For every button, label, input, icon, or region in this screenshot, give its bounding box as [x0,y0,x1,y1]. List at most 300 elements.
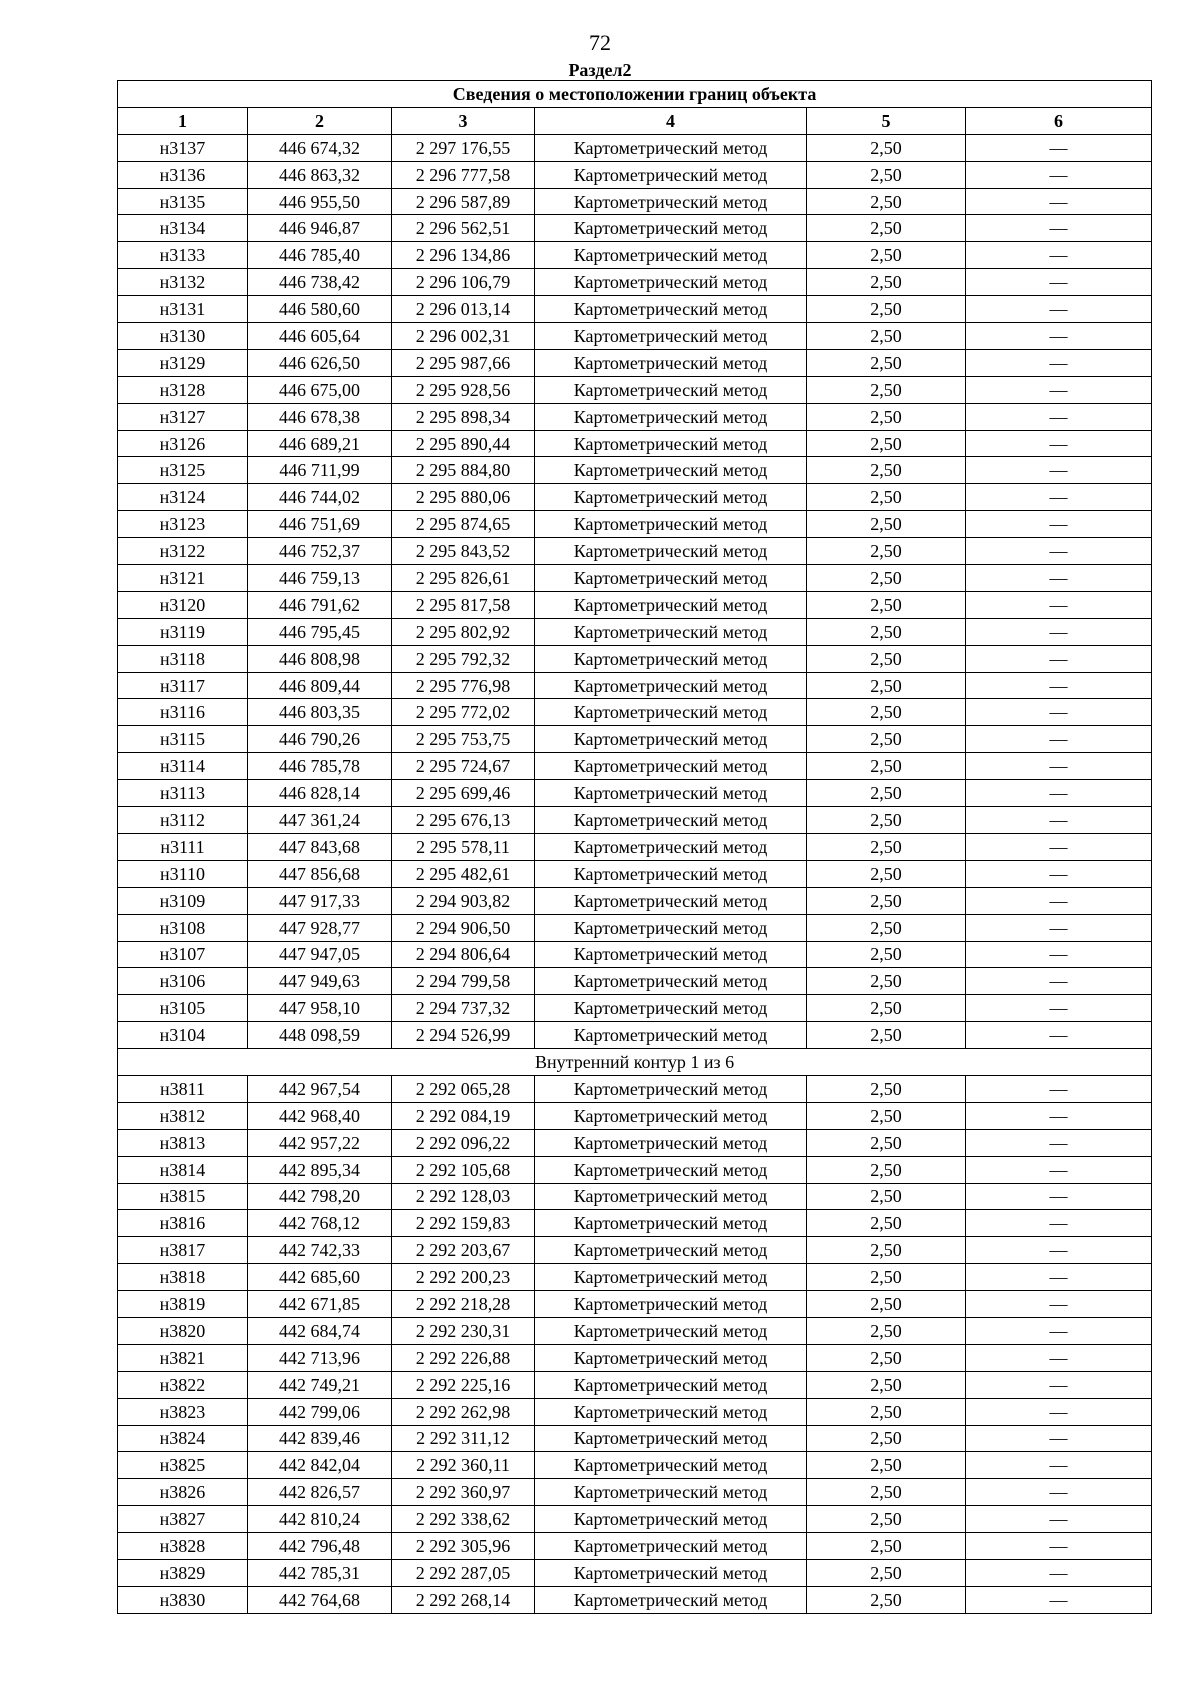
table-row [118,995,1152,1022]
accuracy-cell: 2,50 [807,591,966,618]
point-name-cell: н3113 [118,780,248,807]
table-row [118,1398,1152,1425]
point-name-cell: н3828 [118,1533,248,1560]
accuracy-cell: 2,50 [807,1506,966,1533]
table-row [118,484,1152,511]
table-row [118,538,1152,565]
method-cell: Картометрический метод [535,1291,807,1318]
method-cell: Картометрический метод [535,726,807,753]
method-cell: Картометрический метод [535,1506,807,1533]
y-coordinate-cell: 2 295 578,11 [392,833,535,860]
y-coordinate-cell: 2 292 084,19 [392,1102,535,1129]
x-coordinate-cell: 446 790,26 [248,726,392,753]
table-row [118,188,1152,215]
table-row [118,860,1152,887]
y-coordinate-cell: 2 296 777,58 [392,161,535,188]
table-row [118,645,1152,672]
description-cell: — [966,215,1152,242]
y-coordinate-cell: 2 297 176,55 [392,134,535,161]
table-row [118,1371,1152,1398]
description-cell: — [966,188,1152,215]
y-coordinate-cell: 2 292 096,22 [392,1129,535,1156]
table-row [118,215,1152,242]
table-row [118,1022,1152,1049]
description-cell: — [966,1371,1152,1398]
x-coordinate-cell: 442 768,12 [248,1210,392,1237]
point-name-cell: н3110 [118,860,248,887]
x-coordinate-cell: 446 738,42 [248,269,392,296]
description-cell: — [966,1210,1152,1237]
table-row [118,968,1152,995]
y-coordinate-cell: 2 292 203,67 [392,1237,535,1264]
x-coordinate-cell: 448 098,59 [248,1022,392,1049]
description-cell: — [966,887,1152,914]
method-cell: Картометрический метод [535,1344,807,1371]
method-cell: Картометрический метод [535,591,807,618]
x-coordinate-cell: 447 917,33 [248,887,392,914]
method-cell: Картометрический метод [535,242,807,269]
x-coordinate-cell: 446 955,50 [248,188,392,215]
y-coordinate-cell: 2 296 587,89 [392,188,535,215]
x-coordinate-cell: 447 856,68 [248,860,392,887]
y-coordinate-cell: 2 295 482,61 [392,860,535,887]
accuracy-cell: 2,50 [807,1371,966,1398]
method-cell: Картометрический метод [535,1371,807,1398]
point-name-cell: н3829 [118,1559,248,1586]
table-header-row [118,107,1152,134]
point-name-cell: н3129 [118,349,248,376]
y-coordinate-cell: 2 295 826,61 [392,565,535,592]
x-coordinate-cell: 442 842,04 [248,1452,392,1479]
method-cell: Картометрический метод [535,1398,807,1425]
accuracy-cell: 2,50 [807,1102,966,1129]
description-cell: — [966,1559,1152,1586]
method-cell: Картометрический метод [535,807,807,834]
point-name-cell: н3815 [118,1183,248,1210]
accuracy-cell: 2,50 [807,430,966,457]
y-coordinate-cell: 2 292 226,88 [392,1344,535,1371]
point-name-cell: н3119 [118,618,248,645]
description-cell: — [966,914,1152,941]
accuracy-cell: 2,50 [807,242,966,269]
description-cell: — [966,1264,1152,1291]
point-name-cell: н3117 [118,672,248,699]
x-coordinate-cell: 446 674,32 [248,134,392,161]
table-row [118,1559,1152,1586]
point-name-cell: н3106 [118,968,248,995]
point-name-cell: н3124 [118,484,248,511]
table-row [118,591,1152,618]
y-coordinate-cell: 2 292 105,68 [392,1156,535,1183]
method-cell: Картометрический метод [535,215,807,242]
description-cell: — [966,1452,1152,1479]
table-row [118,699,1152,726]
method-cell: Картометрический метод [535,565,807,592]
method-cell: Картометрический метод [535,1022,807,1049]
method-cell: Картометрический метод [535,269,807,296]
accuracy-cell: 2,50 [807,860,966,887]
method-cell: Картометрический метод [535,430,807,457]
accuracy-cell: 2,50 [807,134,966,161]
accuracy-cell: 2,50 [807,1156,966,1183]
method-cell: Картометрический метод [535,672,807,699]
accuracy-cell: 2,50 [807,1344,966,1371]
y-coordinate-cell: 2 295 987,66 [392,349,535,376]
table-row [118,780,1152,807]
accuracy-cell: 2,50 [807,1183,966,1210]
point-name-cell: н3133 [118,242,248,269]
method-cell: Картометрический метод [535,1559,807,1586]
y-coordinate-cell: 2 295 772,02 [392,699,535,726]
point-name-cell: н3813 [118,1129,248,1156]
point-name-cell: н3821 [118,1344,248,1371]
table-row [118,269,1152,296]
description-cell: — [966,591,1152,618]
description-cell: — [966,726,1152,753]
y-coordinate-cell: 2 294 737,32 [392,995,535,1022]
accuracy-cell: 2,50 [807,1452,966,1479]
description-cell: — [966,403,1152,430]
accuracy-cell: 2,50 [807,833,966,860]
accuracy-cell: 2,50 [807,941,966,968]
point-name-cell: н3125 [118,457,248,484]
table-row [118,161,1152,188]
x-coordinate-cell: 446 711,99 [248,457,392,484]
column-header: 5 [807,107,966,134]
description-cell: — [966,484,1152,511]
table-row [118,1586,1152,1613]
table-row [118,1237,1152,1264]
description-cell: — [966,1102,1152,1129]
x-coordinate-cell: 446 744,02 [248,484,392,511]
accuracy-cell: 2,50 [807,1237,966,1264]
point-name-cell: н3115 [118,726,248,753]
point-name-cell: н3132 [118,269,248,296]
column-header: 4 [535,107,807,134]
table-row [118,941,1152,968]
point-name-cell: н3118 [118,645,248,672]
description-cell: — [966,995,1152,1022]
x-coordinate-cell: 442 967,54 [248,1075,392,1102]
accuracy-cell: 2,50 [807,995,966,1022]
method-cell: Картометрический метод [535,995,807,1022]
accuracy-cell: 2,50 [807,1210,966,1237]
accuracy-cell: 2,50 [807,807,966,834]
accuracy-cell: 2,50 [807,699,966,726]
accuracy-cell: 2,50 [807,349,966,376]
description-cell: — [966,1129,1152,1156]
table-row [118,1102,1152,1129]
x-coordinate-cell: 446 795,45 [248,618,392,645]
method-cell: Картометрический метод [535,1425,807,1452]
point-name-cell: н3122 [118,538,248,565]
point-name-cell: н3121 [118,565,248,592]
accuracy-cell: 2,50 [807,645,966,672]
table-row [118,376,1152,403]
table-row [118,1075,1152,1102]
accuracy-cell: 2,50 [807,376,966,403]
accuracy-cell: 2,50 [807,296,966,323]
y-coordinate-cell: 2 292 360,11 [392,1452,535,1479]
table-caption-row [118,81,1152,108]
y-coordinate-cell: 2 295 776,98 [392,672,535,699]
accuracy-cell: 2,50 [807,484,966,511]
y-coordinate-cell: 2 292 268,14 [392,1586,535,1613]
point-name-cell: н3116 [118,699,248,726]
x-coordinate-cell: 442 839,46 [248,1425,392,1452]
table-row [118,726,1152,753]
x-coordinate-cell: 446 791,62 [248,591,392,618]
method-cell: Картометрический метод [535,833,807,860]
description-cell: — [966,565,1152,592]
point-name-cell: н3817 [118,1237,248,1264]
method-cell: Картометрический метод [535,618,807,645]
x-coordinate-cell: 446 809,44 [248,672,392,699]
description-cell: — [966,941,1152,968]
boundary-points-table [117,80,1152,1614]
y-coordinate-cell: 2 296 562,51 [392,215,535,242]
point-name-cell: н3830 [118,1586,248,1613]
x-coordinate-cell: 446 863,32 [248,161,392,188]
accuracy-cell: 2,50 [807,618,966,645]
y-coordinate-cell: 2 296 106,79 [392,269,535,296]
point-name-cell: н3127 [118,403,248,430]
y-coordinate-cell: 2 292 360,97 [392,1479,535,1506]
y-coordinate-cell: 2 294 806,64 [392,941,535,968]
point-name-cell: н3824 [118,1425,248,1452]
description-cell: — [966,161,1152,188]
point-name-cell: н3823 [118,1398,248,1425]
point-name-cell: н3811 [118,1075,248,1102]
x-coordinate-cell: 442 685,60 [248,1264,392,1291]
accuracy-cell: 2,50 [807,1479,966,1506]
contour-separator-row [118,1049,1152,1076]
y-coordinate-cell: 2 295 753,75 [392,726,535,753]
method-cell: Картометрический метод [535,1317,807,1344]
method-cell: Картометрический метод [535,1479,807,1506]
accuracy-cell: 2,50 [807,1559,966,1586]
point-name-cell: н3114 [118,753,248,780]
description-cell: — [966,1156,1152,1183]
accuracy-cell: 2,50 [807,1264,966,1291]
table-row [118,1156,1152,1183]
description-cell: — [966,672,1152,699]
y-coordinate-cell: 2 295 699,46 [392,780,535,807]
table-row [118,457,1152,484]
method-cell: Картометрический метод [535,780,807,807]
point-name-cell: н3822 [118,1371,248,1398]
description-cell: — [966,1479,1152,1506]
y-coordinate-cell: 2 295 898,34 [392,403,535,430]
description-cell: — [966,1506,1152,1533]
table-row [118,887,1152,914]
accuracy-cell: 2,50 [807,511,966,538]
table-row [118,430,1152,457]
method-cell: Картометрический метод [535,699,807,726]
description-cell: — [966,1075,1152,1102]
y-coordinate-cell: 2 295 817,58 [392,591,535,618]
point-name-cell: н3120 [118,591,248,618]
table-row [118,1506,1152,1533]
point-name-cell: н3134 [118,215,248,242]
table-row [118,807,1152,834]
x-coordinate-cell: 447 947,05 [248,941,392,968]
description-cell: — [966,1317,1152,1344]
x-coordinate-cell: 446 605,64 [248,323,392,350]
description-cell: — [966,1398,1152,1425]
description-cell: — [966,833,1152,860]
y-coordinate-cell: 2 292 262,98 [392,1398,535,1425]
method-cell: Картометрический метод [535,323,807,350]
description-cell: — [966,1344,1152,1371]
method-cell: Картометрический метод [535,968,807,995]
column-header: 1 [118,107,248,134]
point-name-cell: н3819 [118,1291,248,1318]
table-row [118,833,1152,860]
method-cell: Картометрический метод [535,860,807,887]
description-cell: — [966,699,1152,726]
point-name-cell: н3136 [118,161,248,188]
y-coordinate-cell: 2 294 906,50 [392,914,535,941]
point-name-cell: н3137 [118,134,248,161]
x-coordinate-cell: 442 764,68 [248,1586,392,1613]
description-cell: — [966,753,1152,780]
table-row [118,511,1152,538]
description-cell: — [966,1183,1152,1210]
method-cell: Картометрический метод [535,941,807,968]
x-coordinate-cell: 446 626,50 [248,349,392,376]
x-coordinate-cell: 446 689,21 [248,430,392,457]
accuracy-cell: 2,50 [807,1129,966,1156]
x-coordinate-cell: 446 803,35 [248,699,392,726]
accuracy-cell: 2,50 [807,780,966,807]
accuracy-cell: 2,50 [807,887,966,914]
accuracy-cell: 2,50 [807,914,966,941]
accuracy-cell: 2,50 [807,1291,966,1318]
table-row [118,296,1152,323]
x-coordinate-cell: 442 968,40 [248,1102,392,1129]
y-coordinate-cell: 2 292 311,12 [392,1425,535,1452]
x-coordinate-cell: 442 895,34 [248,1156,392,1183]
x-coordinate-cell: 442 957,22 [248,1129,392,1156]
y-coordinate-cell: 2 295 792,32 [392,645,535,672]
accuracy-cell: 2,50 [807,1586,966,1613]
point-name-cell: н3131 [118,296,248,323]
x-coordinate-cell: 442 826,57 [248,1479,392,1506]
method-cell: Картометрический метод [535,1264,807,1291]
contour-label: Внутренний контур 1 из 6 [118,1049,1152,1076]
description-cell: — [966,134,1152,161]
accuracy-cell: 2,50 [807,1022,966,1049]
accuracy-cell: 2,50 [807,1533,966,1560]
description-cell: — [966,376,1152,403]
method-cell: Картометрический метод [535,296,807,323]
accuracy-cell: 2,50 [807,403,966,430]
table-body [118,134,1152,1613]
method-cell: Картометрический метод [535,511,807,538]
point-name-cell: н3812 [118,1102,248,1129]
description-cell: — [966,269,1152,296]
description-cell: — [966,807,1152,834]
section-title: Раздел2 [568,60,632,80]
table-row [118,1452,1152,1479]
y-coordinate-cell: 2 292 200,23 [392,1264,535,1291]
accuracy-cell: 2,50 [807,1425,966,1452]
y-coordinate-cell: 2 295 874,65 [392,511,535,538]
x-coordinate-cell: 442 810,24 [248,1506,392,1533]
description-cell: — [966,1237,1152,1264]
point-name-cell: н3825 [118,1452,248,1479]
column-header: 3 [392,107,535,134]
accuracy-cell: 2,50 [807,672,966,699]
x-coordinate-cell: 447 361,24 [248,807,392,834]
description-cell: — [966,860,1152,887]
page-number: 72 [589,30,611,55]
description-cell: — [966,1425,1152,1452]
table-row [118,1291,1152,1318]
point-name-cell: н3112 [118,807,248,834]
x-coordinate-cell: 442 798,20 [248,1183,392,1210]
accuracy-cell: 2,50 [807,1398,966,1425]
method-cell: Картометрический метод [535,1156,807,1183]
point-name-cell: н3108 [118,914,248,941]
table-row [118,1533,1152,1560]
method-cell: Картометрический метод [535,1452,807,1479]
table-row [118,349,1152,376]
description-cell: — [966,1022,1152,1049]
x-coordinate-cell: 447 843,68 [248,833,392,860]
point-name-cell: н3827 [118,1506,248,1533]
method-cell: Картометрический метод [535,1237,807,1264]
method-cell: Картометрический метод [535,887,807,914]
y-coordinate-cell: 2 292 287,05 [392,1559,535,1586]
accuracy-cell: 2,50 [807,968,966,995]
accuracy-cell: 2,50 [807,161,966,188]
table-row [118,134,1152,161]
method-cell: Картометрический метод [535,538,807,565]
table-row [118,914,1152,941]
method-cell: Картометрический метод [535,484,807,511]
accuracy-cell: 2,50 [807,726,966,753]
description-cell: — [966,296,1152,323]
point-name-cell: н3111 [118,833,248,860]
description-cell: — [966,457,1152,484]
description-cell: — [966,780,1152,807]
x-coordinate-cell: 446 752,37 [248,538,392,565]
y-coordinate-cell: 2 294 799,58 [392,968,535,995]
point-name-cell: н3104 [118,1022,248,1049]
point-name-cell: н3818 [118,1264,248,1291]
accuracy-cell: 2,50 [807,457,966,484]
y-coordinate-cell: 2 292 338,62 [392,1506,535,1533]
point-name-cell: н3826 [118,1479,248,1506]
point-name-cell: н3128 [118,376,248,403]
x-coordinate-cell: 446 785,40 [248,242,392,269]
description-cell: — [966,349,1152,376]
table-row [118,1317,1152,1344]
y-coordinate-cell: 2 295 880,06 [392,484,535,511]
y-coordinate-cell: 2 292 225,16 [392,1371,535,1398]
x-coordinate-cell: 442 713,96 [248,1344,392,1371]
method-cell: Картометрический метод [535,1210,807,1237]
y-coordinate-cell: 2 296 134,86 [392,242,535,269]
y-coordinate-cell: 2 294 903,82 [392,887,535,914]
method-cell: Картометрический метод [535,645,807,672]
method-cell: Картометрический метод [535,1129,807,1156]
x-coordinate-cell: 447 958,10 [248,995,392,1022]
y-coordinate-cell: 2 295 802,92 [392,618,535,645]
point-name-cell: н3816 [118,1210,248,1237]
